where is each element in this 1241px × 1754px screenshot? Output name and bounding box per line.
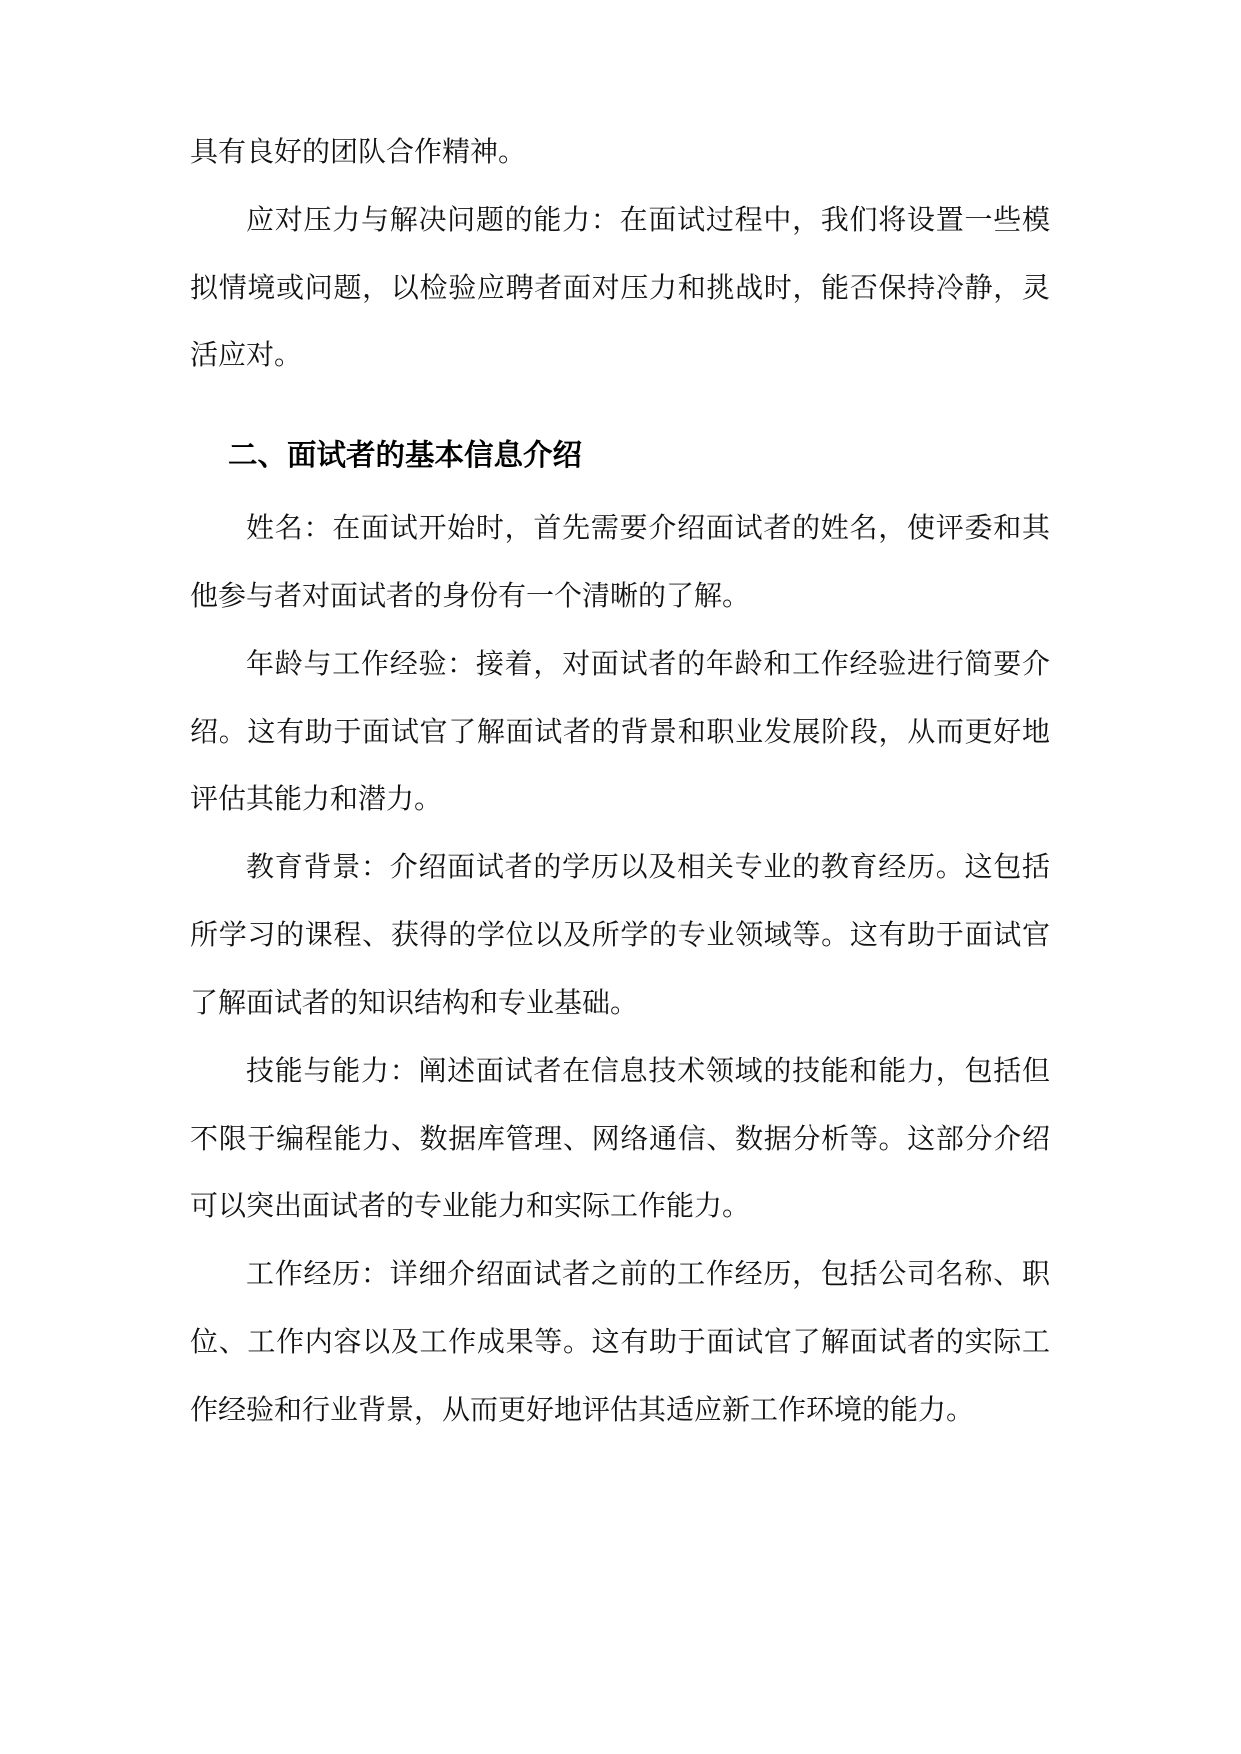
paragraph-age-experience — [190, 630, 1050, 834]
paragraph-line: 活应对。 — [190, 338, 303, 372]
paragraph-line: 拟情境或问题，以检验应聘者面对压力和挑战时，能否保持冷静，灵 — [190, 270, 1050, 304]
paragraph-line: 不限于编程能力、数据库管理、网络通信、数据分析等。这部分介绍 — [190, 1121, 1050, 1155]
section-heading: 二、面试者的基本信息介绍 — [228, 438, 583, 472]
paragraph-line: 绍。这有助于面试官了解面试者的背景和职业发展阶段，从而更好地 — [190, 714, 1050, 748]
paragraph-stress-handling — [190, 186, 1050, 389]
paragraph-team-spirit — [190, 118, 1050, 186]
section-intro — [190, 118, 1050, 389]
paragraph-line: 评估其能力和潜力。 — [190, 782, 443, 816]
section-basic-info — [190, 494, 1050, 1444]
paragraph-line: 技能与能力：阐述面试者在信息技术领域的技能和能力，包括但 — [246, 1053, 1050, 1087]
paragraph-line: 应对压力与解决问题的能力：在面试过程中，我们将设置一些模 — [246, 202, 1050, 236]
paragraph-line: 姓名：在面试开始时，首先需要介绍面试者的姓名，使评委和其 — [246, 511, 1050, 544]
paragraph-education — [190, 833, 1050, 1037]
paragraph-line: 所学习的课程、获得的学位以及所学的专业领域等。这有助于面试官 — [190, 918, 1050, 952]
paragraph-line: 他参与者对面试者的身份有一个清晰的了解。 — [190, 578, 751, 612]
paragraph-line: 位、工作内容以及工作成果等。这有助于面试官了解面试者的实际工 — [190, 1325, 1050, 1359]
paragraph-line: 年龄与工作经验：接着，对面试者的年龄和工作经验进行简要介 — [246, 646, 1050, 680]
paragraph-work-history — [190, 1240, 1050, 1444]
paragraph-line: 教育背景：介绍面试者的学历以及相关专业的教育经历。这包括 — [246, 850, 1050, 884]
paragraph-line: 了解面试者的知识结构和专业基础。 — [190, 985, 639, 1019]
paragraph-line: 工作经历：详细介绍面试者之前的工作经历，包括公司名称、职 — [246, 1257, 1050, 1291]
paragraph-line: 作经验和行业背景，从而更好地评估其适应新工作环境的能力。 — [190, 1392, 975, 1426]
paragraph-skills — [190, 1037, 1050, 1241]
paragraph-name — [190, 494, 1050, 630]
paragraph-line: 可以突出面试者的专业能力和实际工作能力。 — [190, 1189, 751, 1223]
paragraph-line: 具有良好的团队合作精神。 — [190, 135, 527, 168]
